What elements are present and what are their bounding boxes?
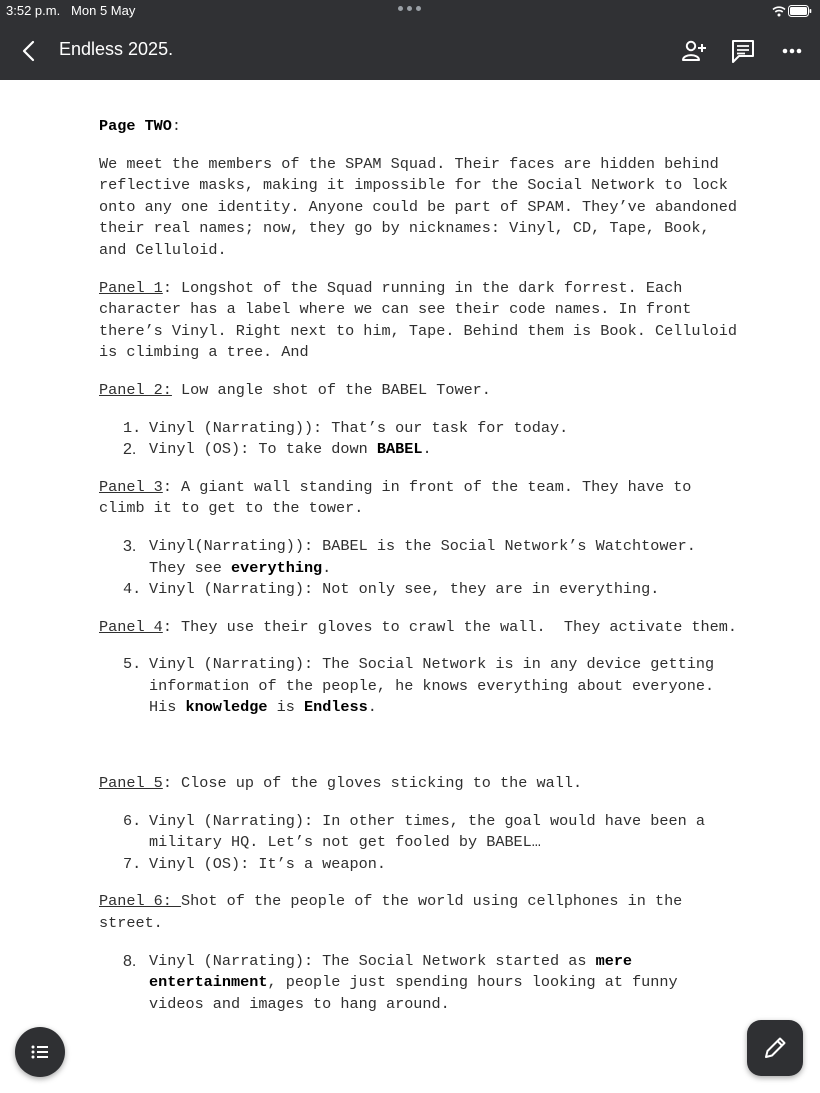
panel-6-label: Panel 6: [99,892,182,911]
list-item [99,439,739,461]
panel-6-text: Shot of the people of the world using cellphones in the street. [99,892,683,933]
outline-button[interactable] [15,1027,65,1077]
list-item-end: . [422,440,432,459]
status-time [6,3,135,18]
list-item-text: Vinyl (OS): To take down [149,440,377,459]
list-number: 6. [123,811,142,830]
list-number: 4. [123,580,142,599]
list-number: 3. [123,537,137,555]
list-item-text: Vinyl (Narrating): The Social Network is in any device getting information of the people, he knows everything about everyone. His [149,655,715,717]
list-item [99,811,739,854]
list-item-text: Vinyl (OS): It’s a weapon. [149,854,386,873]
list-item [99,418,739,440]
list-number: 5. [123,655,142,674]
list-item-end: . [367,698,377,717]
dialogue-list-5 [99,951,739,1016]
status-icons [772,3,812,19]
bold-text: mere entertainment [149,951,633,992]
list-item-text: is [267,698,304,717]
chevron-left-icon [14,36,44,66]
panel-1-paragraph [99,278,739,364]
panel-2-paragraph [99,380,739,402]
wifi-icon [772,5,786,17]
dialogue-list-2 [99,536,739,601]
app-bar [0,22,820,80]
list-item [99,654,739,719]
bold-text: knowledge [185,698,268,717]
panel-3-text: : A giant wall standing in front of the team. They have to climb it to get to the tower. [99,477,692,518]
list-item [99,854,739,876]
comment-icon [728,36,758,66]
list-icon [15,1027,65,1077]
add-person-icon [679,36,709,66]
list-item [99,579,739,601]
dialogue-list-3 [99,654,739,719]
list-number: 1. [123,418,142,437]
panel-5-paragraph [99,773,739,795]
panel-1-text: : Longshot of the Squad running in the dark forrest. Each character has a label where we can see their code names. In front there’s Vinyl. Right next to him, Tape. Behind them is Book. Celluloid is climbing a tree. And [99,278,737,362]
multitasking-dots-icon[interactable] [398,6,422,14]
list-item-text: Vinyl (Narrating)): That’s our task for today. [149,418,569,437]
panel-5-label: Panel 5 [99,774,163,793]
dialogue-list-4 [99,811,739,876]
list-number: 2. [123,441,137,459]
list-number: 7. [123,854,142,873]
comments-button[interactable] [728,36,758,66]
list-item-text: Vinyl(Narrating)): BABEL is the Social Network’s Watchtower. They see [149,536,696,577]
panel-3-paragraph [99,477,739,520]
document-title: Endless 2025. [59,39,174,59]
panel-3-label: Panel 3 [99,477,163,496]
list-item-end: , people just spending hours looking at funny videos and images to hang around. [149,973,678,1013]
more-horizontal-icon [777,36,807,66]
back-button[interactable] [14,36,44,66]
page-heading-colon: : [171,117,182,135]
clock-time: 3:52 p.m. [6,3,61,18]
document-page[interactable] [0,80,820,1093]
panel-1-label: Panel 1 [99,278,163,297]
list-number: 8. [123,952,137,970]
document-body[interactable] [99,116,739,1031]
list-item [99,951,739,1016]
panel-2-label: Panel 2: [99,380,172,399]
list-item [99,536,739,579]
more-options-button[interactable] [777,36,807,66]
bold-text: everything [231,558,323,577]
panel-4-label: Panel 4 [99,617,163,636]
bold-text: Endless [303,698,368,717]
page-heading [99,116,739,138]
pencil-icon [747,1020,803,1076]
panel-4-text: : They use their gloves to crawl the wall. They activate them. [162,617,737,636]
panel-5-text: : Close up of the gloves sticking to the wall. [162,774,583,793]
page-heading-text: Page TWO [99,117,172,135]
status-date: Mon 5 May [71,3,136,18]
panel-2-text: Low angle shot of the BABEL Tower. [171,380,491,399]
share-button[interactable] [679,36,709,66]
edit-button[interactable] [747,1020,803,1076]
panel-6-paragraph [99,891,739,934]
list-item-text: Vinyl (Narrating): In other times, the goal would have been a military HQ. Let’s not get fooled by BABEL… [149,811,705,852]
list-item-text: Vinyl (Narrating): Not only see, they are in everything. [149,580,660,599]
list-item-text: Vinyl (Narrating): The Social Network started as [149,951,596,970]
panel-4-paragraph [99,617,739,639]
status-bar [0,0,820,22]
battery-icon [788,5,812,17]
bold-text: BABEL [376,440,423,459]
dialogue-list-1 [99,418,739,461]
list-item-end: . [322,558,332,577]
intro-paragraph: We meet the members of the SPAM Squad. Their faces are hidden behind reflective masks, making it impossible for the Social Network to lock onto any one identity. Anyone could be part of SPAM. They’ve abandoned their real names; now, they go by nicknames: Vinyl, CD, Tape, Book, and Celluloid. [99,154,737,259]
